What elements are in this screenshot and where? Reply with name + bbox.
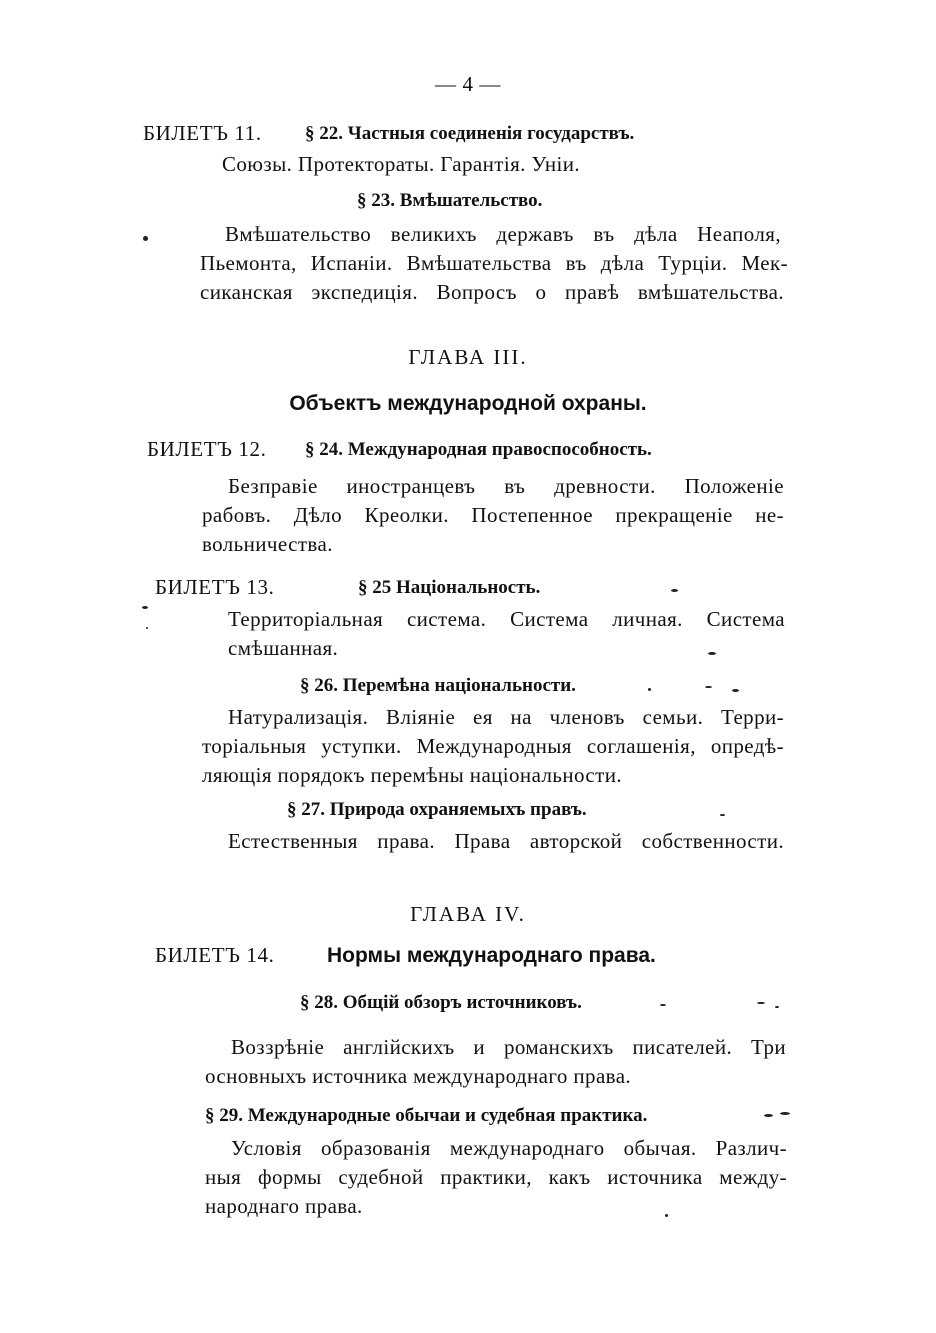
section-22-text: Союзы. Протектораты. Гарантія. Уніи.: [222, 152, 581, 176]
section-22-title: § 22. Частныя соединенія государствъ.: [305, 123, 635, 144]
scan-speck: [146, 627, 148, 629]
section-28-title: § 28. Общій обзоръ источниковъ.: [300, 992, 582, 1013]
ticket-13-label: БИЛЕТЪ 13.: [155, 575, 275, 599]
section-26-line-3: ляющія порядокъ перемѣны національности.: [202, 763, 622, 787]
section-29-line-1: Условія образованія международнаго обычая. Различ-: [231, 1136, 787, 1160]
ticket-14-title: Нормы международнаго права.: [327, 944, 656, 967]
section-28-line-2: основныхъ источника международнаго права.: [205, 1064, 632, 1088]
ticket-12-label: БИЛЕТЪ 12.: [147, 437, 267, 461]
section-25-line-2: смѣшанная.: [228, 636, 339, 660]
section-23-line-2: Пьемонта, Испаніи. Вмѣшательства въ дѣла Турціи. Мек-: [200, 251, 788, 275]
section-23-line-3: сиканская экспедиція. Вопросъ о правѣ вмѣшательства.: [200, 280, 784, 304]
scan-speck: [142, 606, 148, 609]
scan-speck: [764, 1114, 773, 1117]
section-29-line-2: ныя формы судебной практики, какъ источника между-: [205, 1165, 787, 1189]
page-number: — 4 —: [435, 72, 501, 96]
section-27-title: § 27. Природа охраняемыхъ правъ.: [287, 799, 587, 820]
chapter-4-heading: ГЛАВА IV.: [410, 902, 526, 926]
section-28-line-1: Воззрѣніе англійскихъ и романскихъ писателей. Три: [231, 1035, 786, 1059]
chapter-3-title: Объектъ международной охраны.: [289, 392, 647, 415]
scan-speck: [705, 686, 712, 688]
section-23-line-1: Вмѣшательство великихъ державъ въ дѣла Неаполя,: [225, 222, 781, 246]
scan-speck: [720, 814, 725, 816]
scan-speck: [708, 652, 716, 655]
section-26-title: § 26. Перемѣна національности.: [300, 675, 576, 696]
scan-speck: [671, 589, 678, 592]
scan-speck: [143, 236, 148, 241]
section-26-line-2: торіальныя уступки. Международныя соглашенія, опредѣ-: [202, 734, 784, 758]
section-24-line-2: рабовъ. Дѣло Креолки. Постепенное прекращеніе не-: [202, 503, 784, 527]
scan-speck: [648, 688, 651, 691]
section-27-text: Естественныя права. Права авторской собственности.: [228, 829, 784, 853]
section-29-line-3: народнаго права.: [205, 1194, 363, 1218]
scan-speck: [775, 1006, 779, 1008]
ticket-11-label: БИЛЕТЪ 11.: [143, 121, 262, 145]
scan-speck: [665, 1214, 668, 1217]
scan-speck: [660, 1004, 666, 1006]
section-23-title: § 23. Вмѣшательство.: [357, 190, 543, 211]
section-25-line-1: Территоріальная система. Система личная. Система: [228, 607, 785, 631]
section-24-line-1: Безправіе иностранцевъ въ древности. Положеніе: [228, 474, 784, 498]
scan-speck: [780, 1112, 790, 1115]
scan-speck: [732, 689, 739, 692]
scan-speck: [757, 1002, 765, 1004]
section-26-line-1: Натурализація. Вліяніе ея на членовъ семьи. Терри-: [228, 705, 784, 729]
section-25-title: § 25 Національность.: [358, 577, 541, 598]
section-24-title: § 24. Международная правоспособность.: [305, 439, 652, 460]
section-29-title: § 29. Международные обычаи и судебная практика.: [205, 1105, 648, 1126]
section-24-line-3: вольничества.: [202, 532, 333, 556]
chapter-3-heading: ГЛАВА III.: [408, 345, 528, 369]
ticket-14-label: БИЛЕТЪ 14.: [155, 943, 275, 967]
